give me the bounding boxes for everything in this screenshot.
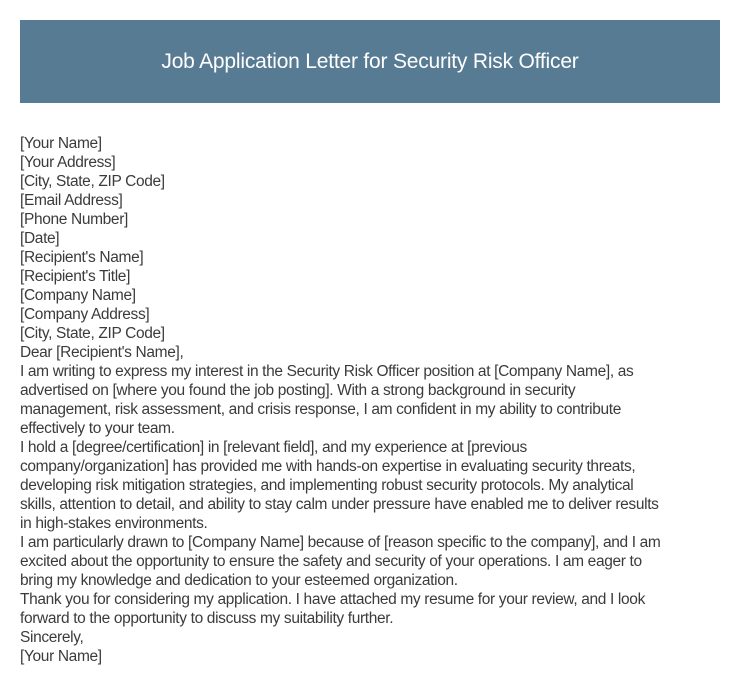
paragraph-motivation: [20, 533, 725, 590]
paragraph-interest: [20, 362, 725, 438]
sender-city-state-zip: [City, State, ZIP Code]: [20, 173, 165, 190]
signature: [Your Name]: [20, 648, 102, 665]
paragraph-line: I am particularly drawn to [Company Name] because of [reason specific to the company], and I am: [20, 534, 661, 551]
recipient-block: [20, 248, 725, 343]
paragraph-line: in high-stakes environments.: [20, 515, 208, 532]
recipient-title: [Recipient's Title]: [20, 268, 131, 285]
paragraph-line: I hold a [degree/certification] in [relevant field], and my experience at [previous: [20, 439, 527, 456]
title-banner: [20, 20, 720, 103]
paragraph-line: developing risk mitigation strategies, and implementing robust security protocols. My analytical: [20, 477, 634, 494]
sender-block: [20, 134, 725, 248]
letter-body: [20, 134, 725, 666]
sender-email: [Email Address]: [20, 192, 123, 209]
sender-phone: [Phone Number]: [20, 211, 128, 228]
paragraph-line: skills, attention to detail, and ability to stay calm under pressure have enabled me to deliver results: [20, 496, 659, 513]
paragraph-thanks: [20, 590, 725, 628]
sender-address: [Your Address]: [20, 154, 116, 171]
paragraph-line: effectively to your team.: [20, 420, 175, 437]
paragraph-line: Thank you for considering my application. I have attached my resume for your review, and I look: [20, 591, 645, 608]
closing: Sincerely,: [20, 629, 84, 646]
paragraph-line: forward to the opportunity to discuss my suitability further.: [20, 610, 394, 627]
salutation: Dear [Recipient's Name],: [20, 344, 184, 361]
recipient-name: [Recipient's Name]: [20, 249, 144, 266]
recipient-city-state-zip: [City, State, ZIP Code]: [20, 325, 165, 342]
recipient-company-address: [Company Address]: [20, 306, 150, 323]
paragraph-line: management, risk assessment, and crisis response, I am confident in my ability to contribute: [20, 401, 622, 418]
paragraph-line: advertised on [where you found the job posting]. With a strong background in security: [20, 382, 576, 399]
paragraph-line: bring my knowledge and dedication to your esteemed organization.: [20, 572, 458, 589]
sender-name: [Your Name]: [20, 135, 102, 152]
paragraph-line: excited about the opportunity to ensure the safety and security of your operations. I am eager to: [20, 553, 642, 570]
recipient-company: [Company Name]: [20, 287, 136, 304]
letter-date: [Date]: [20, 230, 60, 247]
paragraph-line: I am writing to express my interest in the Security Risk Officer position at [Company Name], as: [20, 363, 634, 380]
paragraph-line: company/organization] has provided me with hands-on expertise in evaluating security threats,: [20, 458, 636, 475]
page-title: Job Application Letter for Security Risk Officer: [161, 49, 579, 73]
paragraph-experience: [20, 438, 725, 533]
